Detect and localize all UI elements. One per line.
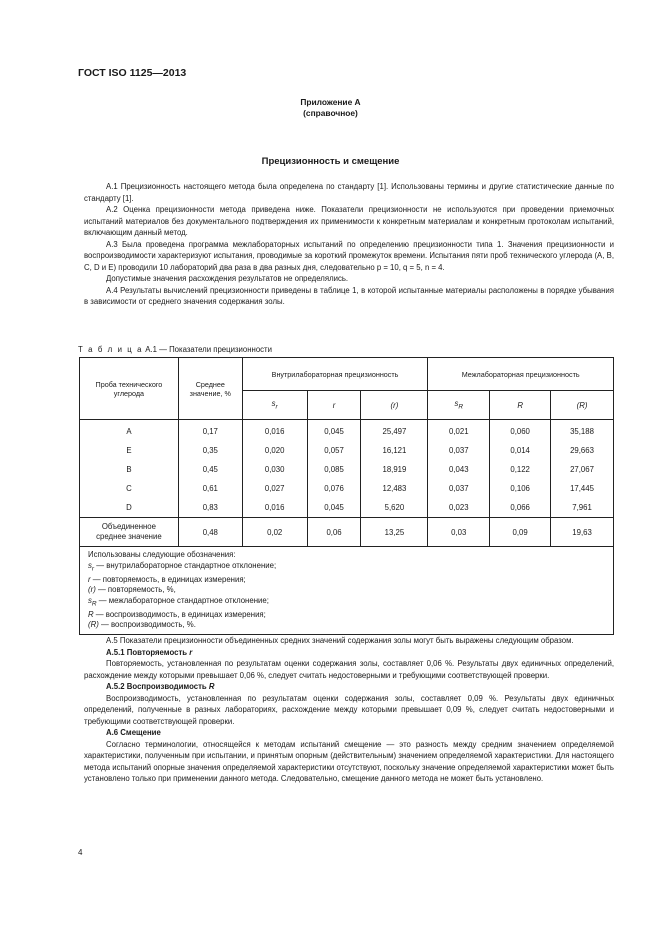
note-item: R — воспроизводимость, в единицах измерения; xyxy=(88,609,266,619)
header-mean: Среднее значение, % xyxy=(178,358,242,420)
document-code: ГОСТ ISO 1125—2013 xyxy=(78,67,187,79)
table-caption-text: А.1 — Показатели прецизионности xyxy=(145,345,272,354)
paragraph-a3: А.3 Была проведена программа межлабораторных испытаний по определению прецизионности типа 1. Значения прецизионности и воспроизводимости характеризуют испытания, проводимые за короткий промежуток времени. Испытания пяти проб технического углерода (А, В, С, D и Е) проводили 10 лабораторий два раза в два разных дня, следовательно p = 10, q = 5, n = 4. xyxy=(84,239,614,272)
paragraph-a1: А.1 Прецизионность настоящего метода была определена по стандарту [1]. Использованы термины и другие статистические данные по стандарту [1]. xyxy=(84,182,614,203)
table-row: C 0,61 0,027 0,076 12,483 0,037 0,106 17,445 xyxy=(80,479,614,498)
header-between-lab: Межлабораторная прецизионность xyxy=(428,358,614,391)
table-row: E 0,35 0,020 0,057 16,121 0,037 0,014 29,663 xyxy=(80,441,614,460)
header-sample: Проба технического углерода xyxy=(80,358,179,420)
table-caption xyxy=(78,345,272,354)
table-row: D 0,83 0,016 0,045 5,620 0,023 0,066 7,961 xyxy=(80,498,614,518)
section-heading: Прецизионность и смещение xyxy=(261,156,400,167)
notes-title: Использованы следующие обозначения: xyxy=(88,550,236,559)
annex-subtitle: (справочное) xyxy=(303,108,358,118)
header-sR: $s_R$ xyxy=(428,391,490,420)
heading-a51: А.5.1 Повторяемость r xyxy=(106,647,193,657)
table-notes xyxy=(80,547,614,635)
header-R: R xyxy=(490,391,551,420)
paragraph-a52: Воспроизводимость, установленная по результатам оценки содержания золы, составляет 0,09 %. Результаты двух единичных определений, полученные в разных лабораториях, расхождение между которыми превышает 0,09 %, следует считать недостоверными и требующими соответствующей проверки. xyxy=(84,693,614,726)
annex-title: Приложение А xyxy=(300,97,361,107)
note-item: $s_r$ — внутрилабораторное стандартное отклонение; xyxy=(88,560,277,573)
heading-a52: А.5.2 Воспроизводимость R xyxy=(106,682,215,691)
intro-text xyxy=(84,181,614,308)
combined-label: Объединенное среднее значение xyxy=(80,518,179,547)
note-item: (r) — повторяемость, %, xyxy=(88,585,176,595)
header-within-lab: Внутрилабораторная прецизионность xyxy=(242,358,428,391)
lower-text xyxy=(84,635,614,785)
table-row-combined: Объединенное среднее значение 0,48 0,02 0,06 13,25 0,03 0,09 19,63 xyxy=(80,518,614,547)
paragraph-a3-note: Допустимые значения расхождения результатов не определялись. xyxy=(106,274,349,283)
page-number: 4 xyxy=(78,848,83,857)
paragraph-a2: А.2 Оценка прецизионности метода приведена ниже. Показатели прецизионности не используются при проведении приемочных испытаний материалов без документального подтверждения их применимости к конкретным материалам и конкретным протоколам испытаний, включающим данный метод. xyxy=(84,205,614,237)
table-caption-prefix: Т а б л и ц а xyxy=(78,345,144,354)
paragraph-a6: Согласно терминологии, относящейся к методам испытаний смещение — это разность между средним значением определяемой характеристики, полученным при испытании, и принятым опорным (действительным) значением определяемой характеристики. Для настоящего метода испытаний опорные значения определяемой характеристики отсутствуют, поскольку значение определяемой характеристики может быть установлено только при применении данного метода. Следовательно, смещение данного метода не может быть установлено. xyxy=(84,739,614,783)
heading-a6: А.6 Смещение xyxy=(106,728,161,737)
note-item: (R) — воспроизводимость, %. xyxy=(88,620,196,630)
precision-table xyxy=(79,357,614,635)
header-R-percent: (R) xyxy=(551,391,614,420)
header-sr: $s_r$ xyxy=(242,391,307,420)
note-item: $s_R$ — межлабораторное стандартное отклонение; xyxy=(88,595,269,608)
header-r-percent: (r) xyxy=(361,391,428,420)
table-row: A 0,17 0,016 0,045 25,497 0,021 0,060 35,188 xyxy=(80,420,614,442)
paragraph-a4: А.4 Результаты вычислений прецизионности приведены в таблице 1, в которой испытанные материалы расположены в порядке убывания в зависимости от среднего значения содержания золы. xyxy=(84,285,614,306)
header-r: r xyxy=(307,391,361,420)
note-item: r — повторяемость, в единицах измерения; xyxy=(88,574,246,584)
paragraph-a5: А.5 Показатели прецизионности объединенных средних значений содержания золы могут быть выражены следующим образом. xyxy=(106,636,574,645)
table-row: B 0,45 0,030 0,085 18,919 0,043 0,122 27,067 xyxy=(80,460,614,479)
paragraph-a51: Повторяемость, установленная по результатам оценки содержания золы, составляет 0,06 %. Результаты двух единичных определений, расхождение между которыми превышает 0,06 %, следует считать недостоверными и требующими соответствующей проверки. xyxy=(84,659,614,680)
